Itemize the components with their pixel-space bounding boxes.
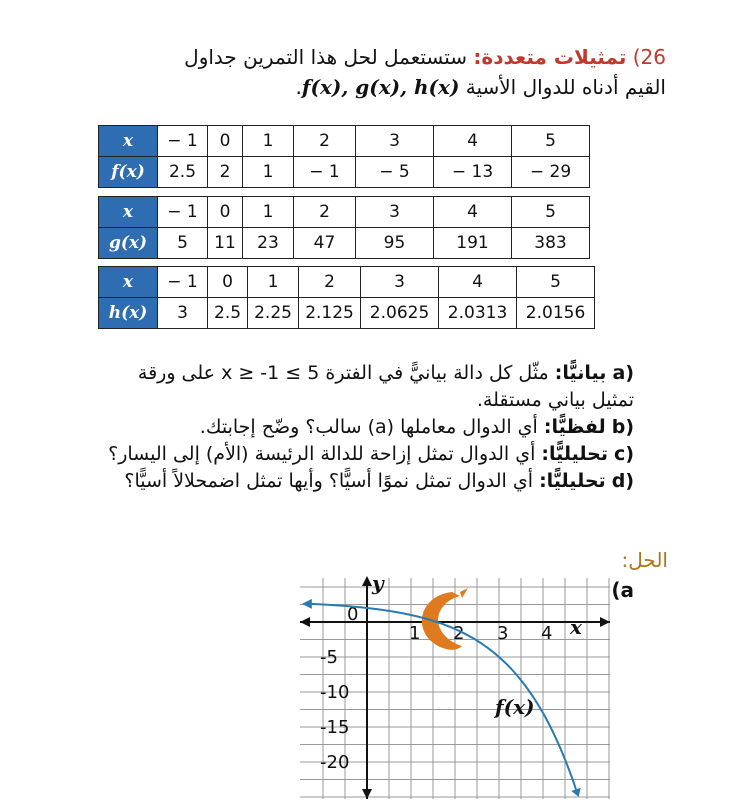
table-header-x: x bbox=[99, 267, 158, 298]
table-cell: 3 bbox=[158, 298, 208, 329]
table-cell: 47 bbox=[294, 228, 356, 259]
table-cell: − 1 bbox=[158, 126, 208, 157]
x-tick-label: 4 bbox=[541, 623, 553, 644]
table-cell: 1 bbox=[248, 267, 299, 298]
part-a-text: مثّل كل دالة بيانيًّ في الفترة 5 ≥ x ≥ -1 على ورقة تمثيل بياني مستقلة. bbox=[137, 362, 634, 411]
question-parts bbox=[104, 360, 634, 495]
part-c-text: أي الدوال تمثل إزاحة للدالة الرئيسة (الأم) إلى اليسار؟ bbox=[108, 443, 542, 465]
question-number: 26) bbox=[632, 45, 666, 69]
question-end: . bbox=[295, 75, 302, 99]
y-tick-label: -5 bbox=[320, 647, 338, 668]
table-cell: 3 bbox=[356, 197, 434, 228]
y-tick-label: -10 bbox=[320, 682, 350, 703]
table-cell: 2.5 bbox=[158, 157, 208, 188]
part-b-label: (b bbox=[611, 416, 634, 438]
table-cell: 1 bbox=[243, 126, 294, 157]
table-row bbox=[99, 157, 590, 188]
table-cell: 95 bbox=[356, 228, 434, 259]
part-d bbox=[104, 468, 634, 495]
question-title: تمثيلات متعددة: bbox=[473, 45, 627, 69]
y-axis-arrow-up bbox=[362, 576, 372, 586]
table-header-gx: g(x) bbox=[99, 228, 158, 259]
table-row bbox=[99, 267, 595, 298]
y-tick-label: -15 bbox=[320, 717, 350, 738]
question-header bbox=[76, 42, 666, 102]
table-g bbox=[98, 196, 590, 259]
y-tick-label: -20 bbox=[320, 752, 350, 773]
curve-arrow-left bbox=[302, 599, 312, 609]
table-cell: 2 bbox=[299, 267, 361, 298]
curve-label-f: f(x) bbox=[495, 695, 535, 719]
table-cell: − 1 bbox=[158, 197, 208, 228]
part-c-label: (c bbox=[614, 443, 634, 465]
solution-part-a: (a bbox=[611, 578, 634, 602]
table-cell: 3 bbox=[361, 267, 439, 298]
y-axis-label: y bbox=[372, 574, 384, 595]
table-cell: 1 bbox=[243, 197, 294, 228]
table-cell: 2.0625 bbox=[361, 298, 439, 329]
part-c-title: تحليليًّا: bbox=[541, 443, 608, 465]
table-h bbox=[98, 266, 595, 329]
part-b-text: أي الدوال معاملها (a) سالب؟ وضّح إجابتك. bbox=[199, 416, 544, 438]
table-cell: − 1 bbox=[158, 267, 208, 298]
x-tick-label: 0 bbox=[347, 604, 359, 625]
table-cell: 2.0156 bbox=[517, 298, 595, 329]
table-cell: 0 bbox=[208, 126, 243, 157]
part-d-text: أي الدوال تمثل نموًا أسيًّا؟ وأيها تمثل اضمحلالاً أسيًّا؟ bbox=[124, 470, 540, 492]
table-row bbox=[99, 298, 595, 329]
table-cell: 11 bbox=[208, 228, 243, 259]
x-axis-label: x bbox=[570, 615, 582, 639]
table-cell: 2.125 bbox=[299, 298, 361, 329]
table-cell: − 29 bbox=[512, 157, 590, 188]
part-c bbox=[104, 441, 634, 468]
table-cell: 5 bbox=[512, 197, 590, 228]
part-a-title: بيانيًّا: bbox=[554, 362, 607, 384]
table-cell: 1 bbox=[243, 157, 294, 188]
table-row bbox=[99, 228, 590, 259]
table-header-hx: h(x) bbox=[99, 298, 158, 329]
part-d-title: تحليليًّا: bbox=[539, 470, 606, 492]
table-cell: − 1 bbox=[294, 157, 356, 188]
table-cell: 4 bbox=[434, 126, 512, 157]
table-cell: 2.5 bbox=[208, 298, 248, 329]
table-cell: 5 bbox=[158, 228, 208, 259]
table-cell: 383 bbox=[512, 228, 590, 259]
table-cell: 5 bbox=[512, 126, 590, 157]
question-text-line1: ستستعمل لحل هذا التمرين جداول bbox=[184, 45, 474, 69]
table-cell: 191 bbox=[434, 228, 512, 259]
table-cell: 4 bbox=[434, 197, 512, 228]
table-f bbox=[98, 125, 590, 188]
table-cell: − 5 bbox=[356, 157, 434, 188]
part-b-title: لفظيًّا: bbox=[543, 416, 606, 438]
table-cell: 5 bbox=[517, 267, 595, 298]
table-cell: 0 bbox=[208, 267, 248, 298]
part-a bbox=[104, 360, 634, 414]
table-header-x: x bbox=[99, 126, 158, 157]
x-tick-label: 1 bbox=[409, 623, 421, 644]
table-cell: 3 bbox=[356, 126, 434, 157]
table-cell: 2.25 bbox=[248, 298, 299, 329]
question-functions: f(x), g(x), h(x) bbox=[301, 75, 460, 99]
x-tick-label: 2 bbox=[453, 623, 465, 644]
table-cell: − 13 bbox=[434, 157, 512, 188]
table-cell: 23 bbox=[243, 228, 294, 259]
table-cell: 2 bbox=[208, 157, 243, 188]
x-tick-label: 3 bbox=[497, 623, 509, 644]
table-header-x: x bbox=[99, 197, 158, 228]
table-cell: 2 bbox=[294, 126, 356, 157]
part-a-label: (a bbox=[612, 362, 634, 384]
table-cell: 0 bbox=[208, 197, 243, 228]
part-d-label: (d bbox=[611, 470, 634, 492]
table-header-fx: f(x) bbox=[99, 157, 158, 188]
part-b bbox=[104, 414, 634, 441]
solution-label: الحل: bbox=[621, 548, 668, 572]
table-cell: 2 bbox=[294, 197, 356, 228]
table-cell: 4 bbox=[439, 267, 517, 298]
table-row bbox=[99, 197, 590, 228]
question-text-line2: القيم أدناه للدوال الأسية bbox=[459, 75, 666, 99]
x-axis-arrow-left bbox=[300, 617, 310, 627]
graph-fx bbox=[300, 574, 610, 799]
table-row bbox=[99, 126, 590, 157]
table-cell: 2.0313 bbox=[439, 298, 517, 329]
